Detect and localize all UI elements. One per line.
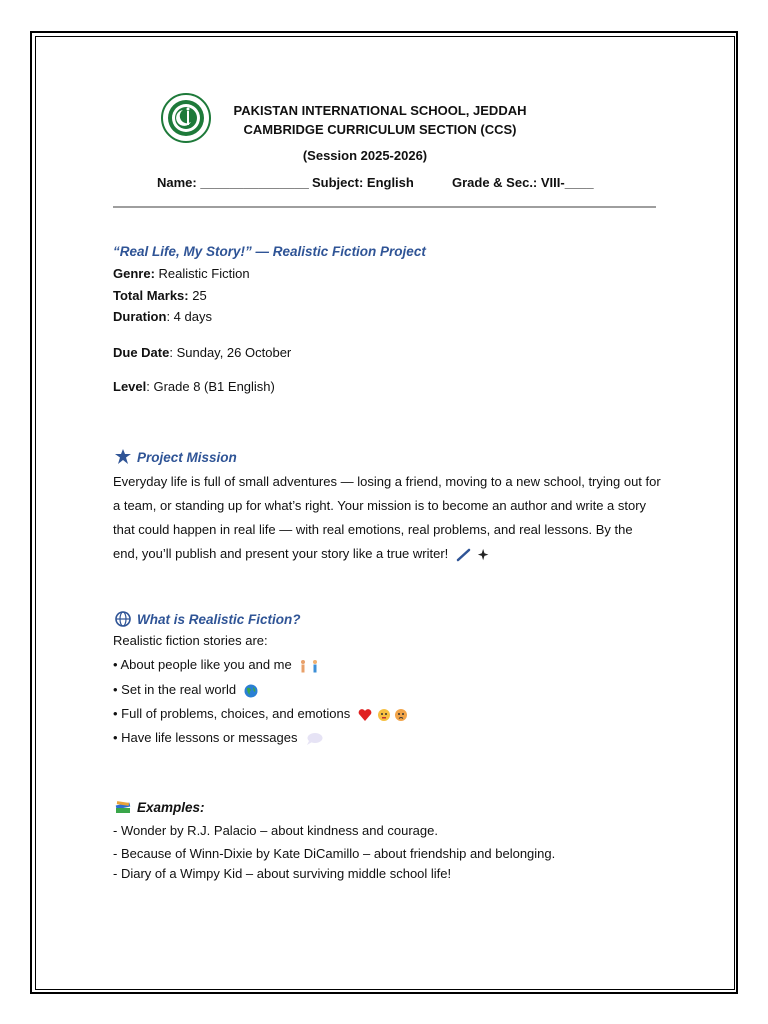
heart-and-faces-icon xyxy=(358,708,410,722)
genre-value: Realistic Fiction xyxy=(154,266,250,281)
books-icon xyxy=(115,799,131,815)
grade-section-field: Grade & Sec.: VIII-____ xyxy=(452,175,594,190)
sparkle-star-icon xyxy=(115,449,131,465)
name-field: Name: _______________ xyxy=(157,175,309,190)
header-divider xyxy=(113,206,656,208)
subject-field: Subject: English xyxy=(312,175,414,190)
school-name: PAKISTAN INTERNATIONAL SCHOOL, JEDDAH xyxy=(233,103,527,118)
marks-line xyxy=(113,288,207,303)
mission-heading-text: Project Mission xyxy=(137,449,237,465)
duration-value: : 4 days xyxy=(166,309,212,324)
realistic-fiction-heading xyxy=(115,611,301,627)
level-value: : Grade 8 (B1 English) xyxy=(146,379,275,394)
due-date-label: Due Date xyxy=(113,345,170,360)
list-item: • Have life lessons or messages xyxy=(113,730,323,746)
people-icon xyxy=(299,659,321,673)
level-line xyxy=(113,379,275,394)
realistic-intro: Realistic fiction stories are: xyxy=(113,633,268,648)
due-date-value: : Sunday, 26 October xyxy=(169,345,292,360)
example-item: - Wonder by R.J. Palacio – about kindness and courage. xyxy=(113,823,438,838)
list-item: • About people like you and me xyxy=(113,657,321,673)
genre-label: Genre: xyxy=(113,266,155,281)
example-item: - Diary of a Wimpy Kid – about surviving middle school life! xyxy=(113,866,452,881)
list-item: • Full of problems, choices, and emotions xyxy=(113,706,410,722)
example-item: - Because of Winn-Dixie by Kate DiCamillo – about friendship and belonging. xyxy=(113,846,556,861)
mission-heading xyxy=(115,449,237,465)
list-item: • Set in the real world xyxy=(113,682,258,698)
duration-line xyxy=(113,309,212,324)
realistic-fiction-heading-text: What is Realistic Fiction? xyxy=(137,611,301,627)
globe-icon xyxy=(115,611,131,627)
level-label: Level xyxy=(113,379,147,394)
pencil-icon xyxy=(456,548,472,562)
marks-value: 25 xyxy=(188,288,207,303)
speech-bubble-icon xyxy=(305,732,323,746)
due-date-line xyxy=(113,345,291,360)
mission-text: Everyday life is full of small adventures — losing a friend, moving to a new school, trying out for a team, or standing up for what’s right. Your mission is to become an author and write a story that could happen in real life — with real emotions, real problems, and real lessons. By the end, you’ll publish and present your story like a true writer! xyxy=(113,474,661,561)
project-title: “Real Life, My Story!” — Realistic Fiction Project xyxy=(113,244,426,259)
mission-paragraph xyxy=(113,470,661,566)
sparkles-icon xyxy=(476,548,492,562)
genre-line xyxy=(113,266,250,281)
marks-label: Total Marks: xyxy=(113,288,189,303)
session-label: (Session 2025-2026) xyxy=(302,148,428,163)
earth-icon xyxy=(244,684,258,698)
curriculum-section: CAMBRIDGE CURRICULUM SECTION (CCS) xyxy=(243,122,517,137)
duration-label: Duration xyxy=(113,309,167,324)
examples-heading-text: Examples: xyxy=(137,799,205,815)
examples-heading xyxy=(115,799,205,815)
